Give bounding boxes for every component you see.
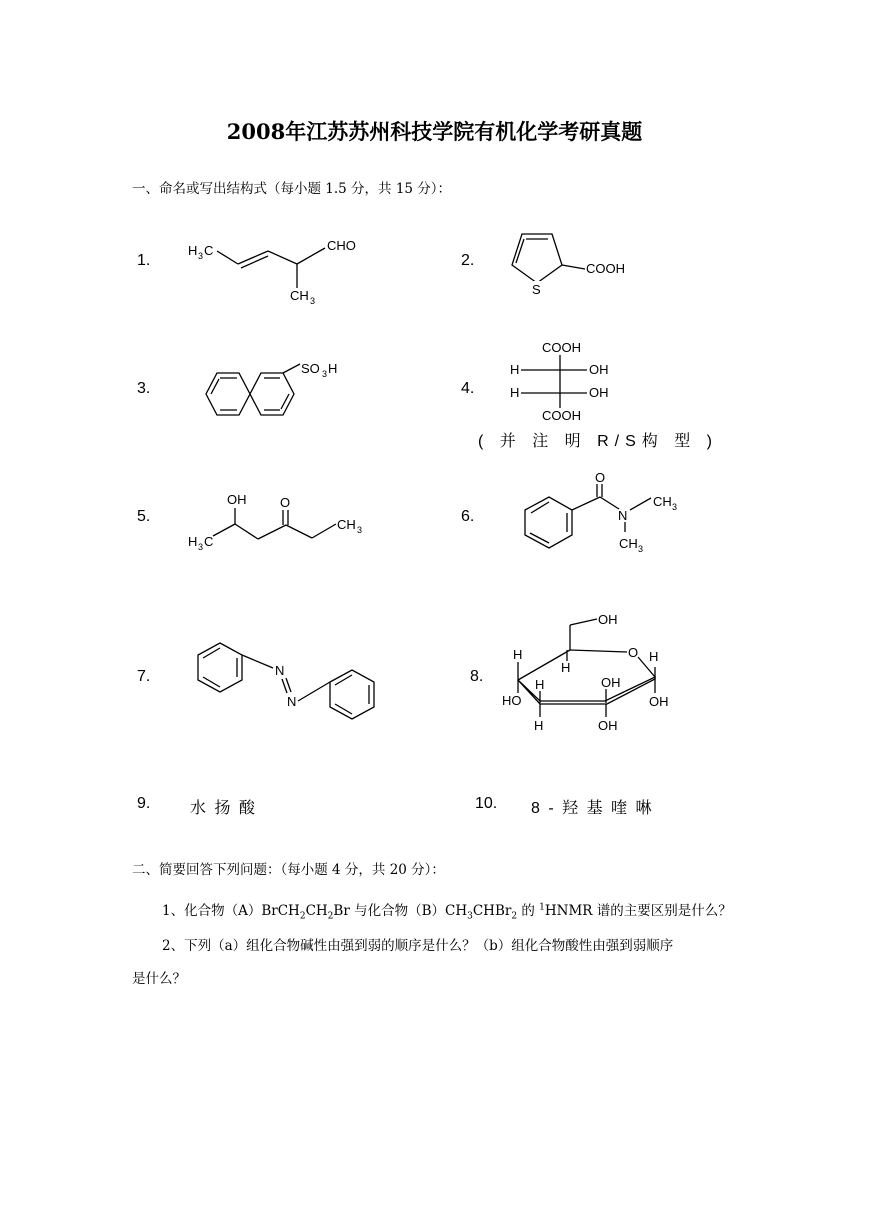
atom-label: 3 xyxy=(357,525,363,535)
subscript: 2 xyxy=(299,911,306,922)
item-9-number: 9. xyxy=(137,795,151,812)
item-3-structure xyxy=(195,358,385,438)
item-6-number: 6. xyxy=(461,508,475,525)
item-8-number: 8. xyxy=(470,668,484,685)
item-4-note: ( 并 注 明 R/S构 型 ) xyxy=(478,433,719,450)
atom-label: COOH xyxy=(586,261,625,276)
atom-label: SO xyxy=(301,361,320,376)
subscript: 3 xyxy=(467,911,473,922)
item-4-structure xyxy=(505,338,635,428)
atom-label: O xyxy=(595,470,606,485)
question-1-text: 的 xyxy=(517,903,540,919)
atom-label: H xyxy=(513,647,523,662)
item-10-name: 8 - 羟 基 喹 啉 xyxy=(531,800,654,817)
question-1-text: CH xyxy=(305,903,328,919)
atom-label: CH xyxy=(290,288,309,303)
atom-label: H xyxy=(510,362,520,377)
atom-label: OH xyxy=(649,694,669,709)
item-7-number: 7. xyxy=(137,668,151,685)
atom-label: N xyxy=(287,694,297,709)
atom-label: H xyxy=(535,677,545,692)
atom-label: H xyxy=(188,243,198,258)
atom-label: C xyxy=(204,243,214,258)
item-2-number: 2. xyxy=(461,252,475,269)
subscript: 2 xyxy=(327,911,334,922)
atom-label: 3 xyxy=(198,542,204,552)
atom-label: 3 xyxy=(638,544,644,554)
atom-label: S xyxy=(532,282,541,297)
atom-label: N xyxy=(618,508,628,523)
item-7-structure xyxy=(190,635,390,735)
subscript: 2 xyxy=(511,911,518,922)
atom-label: H xyxy=(510,385,520,400)
atom-label: OH xyxy=(589,385,609,400)
atom-label: OH xyxy=(227,492,247,507)
item-5-number: 5. xyxy=(137,508,151,525)
atom-label: COOH xyxy=(542,408,581,423)
section-1-heading: 一、命名或写出结构式（每小题 1.5 分，共 15 分）： xyxy=(132,181,452,197)
atom-label: OH xyxy=(589,362,609,377)
atom-label: H xyxy=(188,534,198,549)
superscript: 1 xyxy=(539,902,545,913)
item-3-number: 3. xyxy=(137,380,151,397)
atom-label: CH xyxy=(619,536,638,551)
question-1-text: Br 与化合物（B）CH xyxy=(333,903,468,919)
atom-label: N xyxy=(275,663,285,678)
question-1-text: HNMR 谱的主要区别是什么？ xyxy=(544,903,732,919)
atom-label: OH xyxy=(598,612,618,627)
atom-label: 3 xyxy=(310,296,316,306)
atom-label: H xyxy=(561,660,571,675)
atom-label: 3 xyxy=(198,251,204,261)
item-6-structure xyxy=(505,470,695,560)
question-1 xyxy=(162,899,732,922)
atom-label: H xyxy=(649,649,659,664)
atom-label: CH xyxy=(653,494,672,509)
atom-label: HO xyxy=(502,693,522,708)
question-1-text: 1、化合物（A）BrCH xyxy=(162,903,300,919)
atom-label: 3 xyxy=(672,502,678,512)
atom-label: H xyxy=(534,718,544,733)
item-1-structure xyxy=(180,232,380,312)
atom-label: C xyxy=(204,534,214,549)
item-8-structure xyxy=(495,605,695,740)
atom-label: 3 xyxy=(322,369,328,379)
atom-label: O xyxy=(628,645,639,660)
item-1-number: 1. xyxy=(137,252,151,269)
item-5-structure xyxy=(180,490,380,560)
item-10-number: 10. xyxy=(475,795,498,812)
question-1-text: CHBr xyxy=(472,903,512,919)
atom-label: CH xyxy=(337,517,356,532)
section-2-heading: 二、简要回答下列问题：（每小题 4 分，共 20 分）： xyxy=(132,862,445,878)
item-2-structure xyxy=(500,225,650,305)
question-2-line-1: 2、下列（a）组化合物碱性由强到弱的顺序是什么？（b）组化合物酸性由强到弱顺序 xyxy=(162,938,674,954)
page-title: 2008年江苏苏州科技学院有机化学考研真题 xyxy=(226,119,643,144)
atom-label: OH xyxy=(601,675,621,690)
atom-label: OH xyxy=(598,718,618,733)
atom-label: COOH xyxy=(542,340,581,355)
item-9-name: 水 扬 酸 xyxy=(190,800,257,817)
atom-label: CHO xyxy=(327,238,356,253)
atom-label: O xyxy=(280,495,291,510)
item-4-number: 4. xyxy=(461,380,475,397)
question-2-line-2: 是什么？ xyxy=(132,971,186,987)
atom-label: H xyxy=(328,361,338,376)
